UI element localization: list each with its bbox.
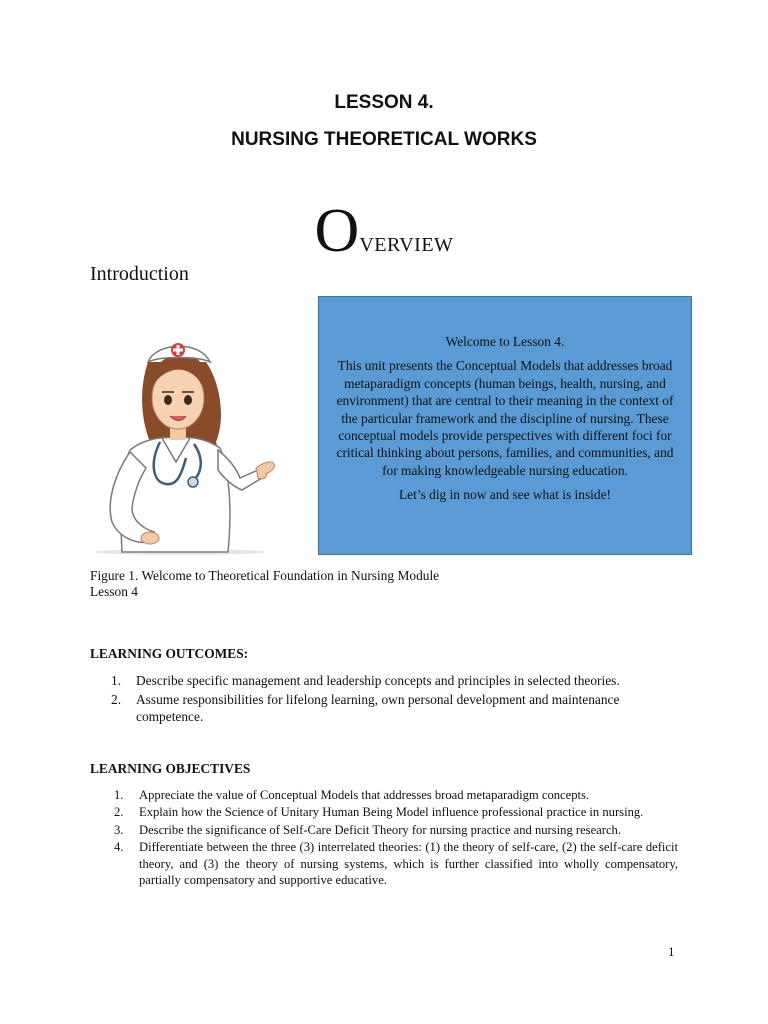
list-item [114,804,678,820]
list-item-text: Describe the significance of Self-Care Deficit Theory for nursing practice and nursing research. [139,822,621,837]
list-item-number: 4. [114,840,124,855]
list-item-number: 3. [114,822,124,837]
list-item-text: Differentiate between the three (3) interrelated theories: (1) the theory of self-care, (2) the self-care deficit theory, and (3) the theory of nursing systems, which is further classified into wholly compensatory, partially compensatory and supportive educative. [139,840,678,888]
nurse-illustration [90,322,276,558]
nurse-cartoon-icon [90,322,276,558]
list-item [114,787,678,803]
list-item-text: Assume responsibilities for lifelong learning, own personal development and maintenance competence. [136,691,620,724]
lesson-title: NURSING THEORETICAL WORKS [231,129,537,150]
list-item [114,839,678,888]
figure-caption: Figure 1. Welcome to Theoretical Foundation in Nursing Module Lesson 4 [90,568,440,599]
list-item-number: 2. [114,805,124,820]
welcome-greeting: Welcome to Lesson 4. [445,334,565,349]
learning-objectives-list [114,787,678,889]
list-item [114,822,678,838]
welcome-box [318,296,692,555]
list-item-text: Describe specific management and leadership concepts and principles in selected theories. [136,673,620,688]
overview-initial: O [314,197,360,265]
learning-objectives-heading: LEARNING OBJECTIVES [90,761,251,776]
list-item [111,672,651,690]
introduction-heading: Introduction [90,263,189,285]
overview-heading [0,197,768,265]
list-item-text: Appreciate the value of Conceptual Models that addresses broad metaparadigm concepts. [139,788,590,802]
welcome-closing: Let’s dig in now and see what is inside! [399,487,611,503]
list-item [111,691,651,726]
list-item-number: 2. [111,691,122,707]
list-item-number: 1. [111,673,122,688]
list-item-text: Explain how the Science of Unitary Human Being Model influence professional practice in nursing. [139,805,644,820]
lesson-number: LESSON 4. [334,92,434,113]
overview-rest: VERVIEW [359,234,454,256]
learning-outcomes-list [111,672,651,727]
welcome-body: This unit presents the Conceptual Models that addresses broad metaparadigm concepts (human beings, health, nursing, and environment) that are central to their meaning in the context of the particular framework and the discipline of nursing. These conceptual models provide perspectives with different foci for critical thinking about persons, families, and communities, and for making knowledgeable nursing education. [336,358,674,478]
page-number: 1 [668,944,675,959]
list-item-number: 1. [114,788,124,802]
learning-outcomes-heading: LEARNING OUTCOMES: [90,646,249,661]
